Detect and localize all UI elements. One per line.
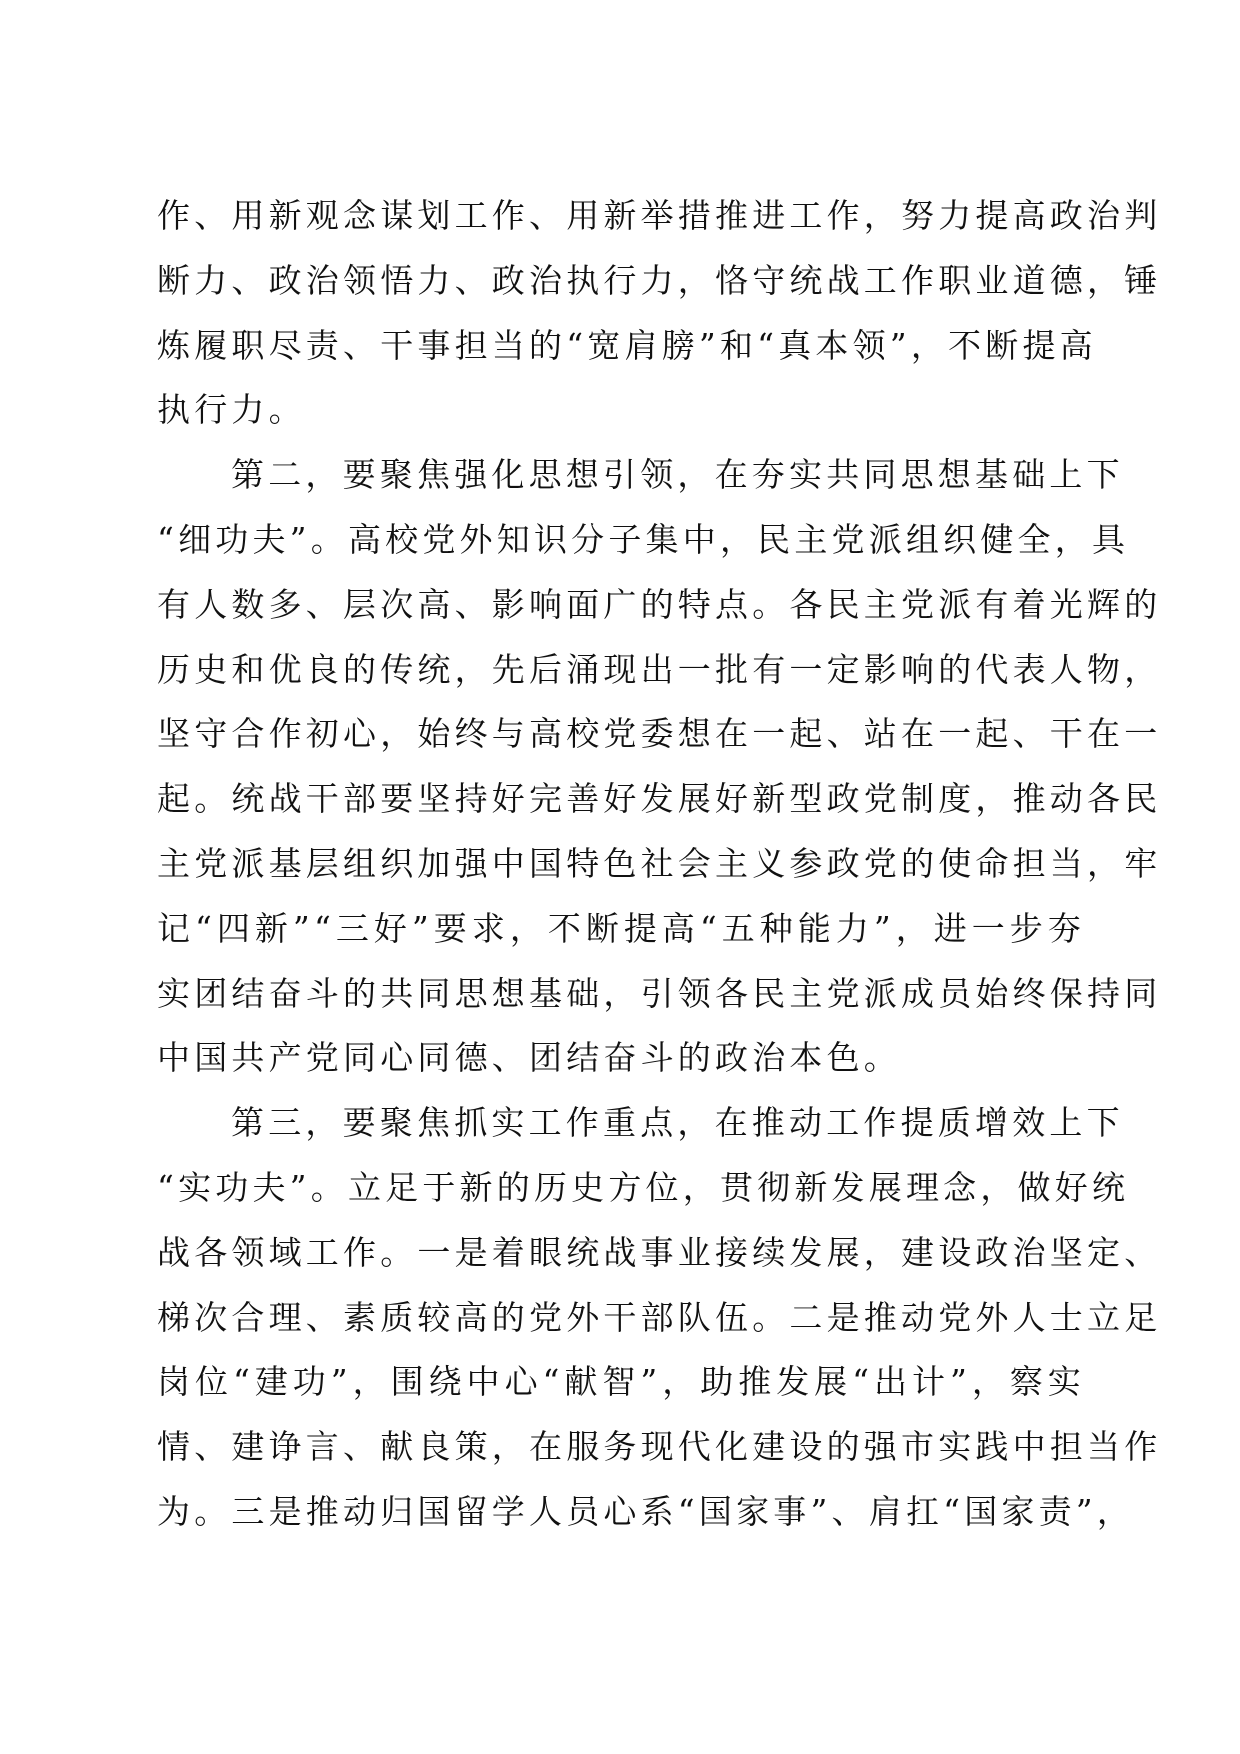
- text-line: 坚守合作初心，始终与高校党委想在一起、站在一起、干在一: [157, 714, 1162, 754]
- text-line: 梯次合理、素质较高的党外干部队伍。二是推动党外人士立足: [157, 1297, 1162, 1337]
- text-line: 历史和优良的传统，先后涌现出一批有一定影响的代表人物，: [157, 649, 1162, 689]
- text-line: 第三，要聚焦抓实工作重点，在推动工作提质增效上下: [231, 1103, 1124, 1143]
- text-line: 中国共产党同心同德、团结奋斗的政治本色。: [157, 1038, 901, 1078]
- text-line: 主党派基层组织加强中国特色社会主义参政党的使命担当，牢: [157, 843, 1162, 883]
- text-line: “细功夫”。高校党外知识分子集中，民主党派组织健全，具: [157, 519, 1130, 559]
- text-line: 有人数多、层次高、影响面广的特点。各民主党派有着光辉的: [157, 584, 1162, 624]
- text-line: 第二，要聚焦强化思想引领，在夯实共同思想基础上下: [231, 455, 1124, 495]
- text-line: 实团结奋斗的共同思想基础，引领各民主党派成员始终保持同: [157, 973, 1162, 1013]
- paragraph: [157, 1091, 1162, 1545]
- text-line: 为。三是推动归国留学人员心系“国家事”、肩扛“国家责”，: [157, 1491, 1135, 1531]
- text-line: 起。统战干部要坚持好完善好发展好新型政党制度，推动各民: [157, 779, 1162, 819]
- text-line: 执行力。: [157, 390, 306, 430]
- document-body: [157, 184, 1162, 1545]
- text-line: 岗位“建功”，围绕中心“献智”，助推发展“出计”，察实: [157, 1362, 1085, 1402]
- text-line: 战各领域工作。一是着眼统战事业接续发展，建设政治坚定、: [157, 1232, 1162, 1272]
- text-line: 作、用新观念谋划工作、用新举措推进工作，努力提高政治判: [157, 196, 1162, 235]
- text-line: “实功夫”。立足于新的历史方位，贯彻新发展理念，做好统: [157, 1167, 1130, 1207]
- paragraph: [157, 443, 1162, 1091]
- text-line: 断力、政治领悟力、政治执行力，恪守统战工作职业道德，锤: [157, 260, 1162, 300]
- text-line: 炼履职尽责、干事担当的“宽肩膀”和“真本领”，不断提高: [157, 325, 1097, 365]
- text-line: 情、建诤言、献良策，在服务现代化建设的强市实践中担当作: [157, 1427, 1162, 1467]
- paragraph: [157, 184, 1162, 443]
- text-line: 记“四新”“三好”要求，不断提高“五种能力”，进一步夯: [157, 908, 1085, 948]
